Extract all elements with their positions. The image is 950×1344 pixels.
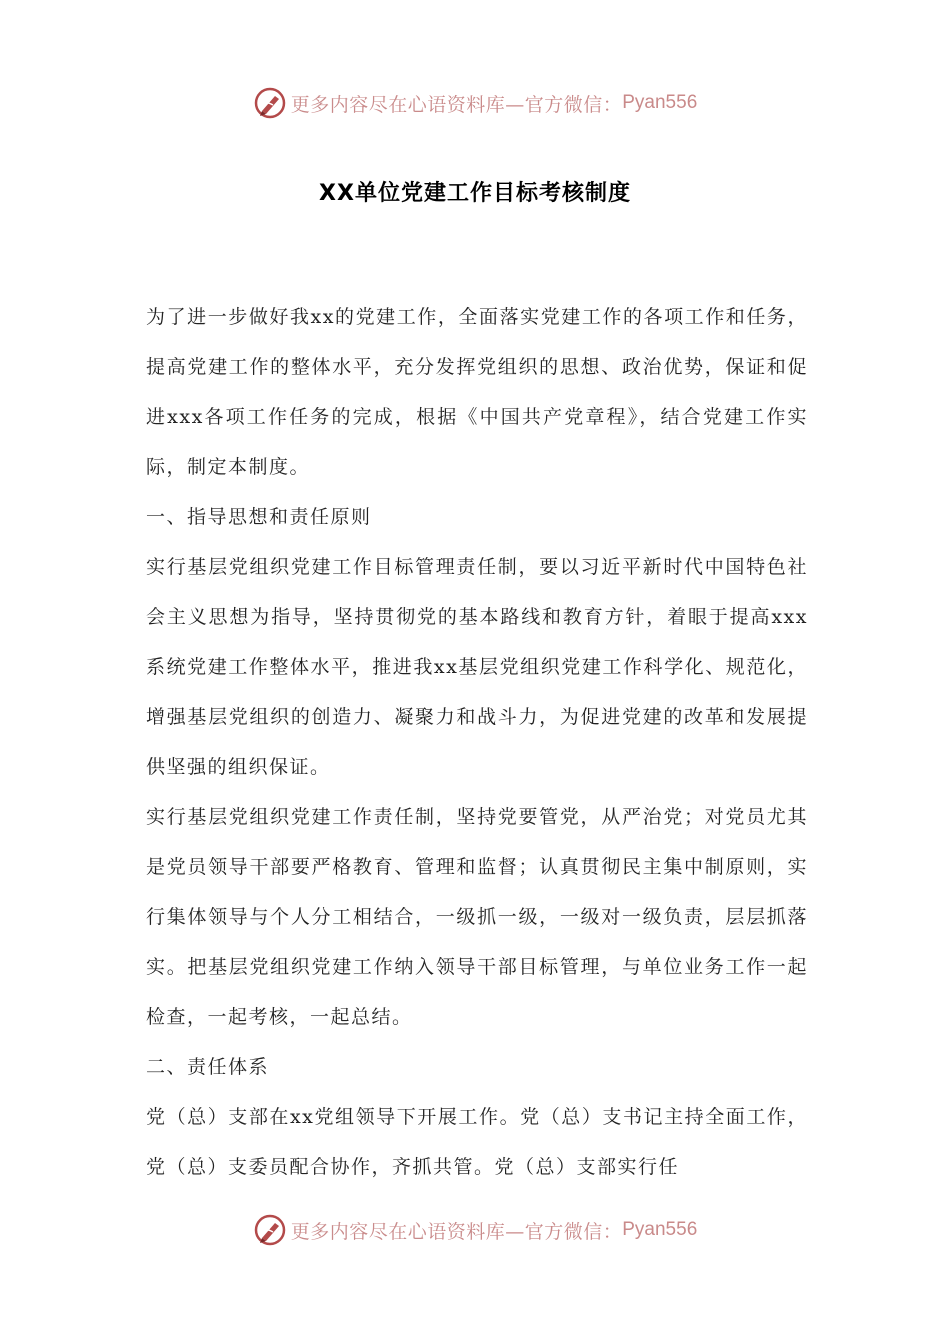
footer-watermark	[0, 1210, 950, 1250]
paragraph-branch-leadership: 党（总）支部在xx党组领导下开展工作。党（总）支书记主持全面工作，党（总）支委员配合协作，齐抓共管。党（总）支部实行任	[146, 1106, 808, 1178]
paragraph-guiding-principle: 实行基层党组织党建工作目标管理责任制，要以习近平新时代中国特色社会主义思想为指导，坚持贯彻党的基本路线和教育方针，着眼于提高xxx系统党建工作整体水平，推进我xx基层党组织党建工作科学化、规范化，增强基层党组织的创造力、凝聚力和战斗力，为促进党建的改革和发展提供坚强的组织保证。	[146, 556, 808, 778]
pen-logo-icon	[253, 1213, 287, 1247]
document-title: XX单位党建工作目标考核制度	[319, 181, 631, 206]
paragraph-intro: 为了进一步做好我xx的党建工作，全面落实党建工作的各项工作和任务，提高党建工作的整体水平，充分发挥党组织的思想、政治优势，保证和促进xxx各项工作任务的完成，根据《中国共产党章程》，结合党建工作实际，制定本制度。	[146, 306, 808, 478]
document-body	[146, 292, 808, 1192]
header-watermark	[0, 83, 950, 123]
watermark-text: 更多内容尽在心语资料库—官方微信：	[290, 93, 623, 116]
watermark-wechat-id: Pyan556	[622, 92, 698, 113]
paragraph-responsibility-system: 实行基层党组织党建工作责任制，坚持党要管党，从严治党；对党员尤其是党员领导干部要严格教育、管理和监督；认真贯彻民主集中制原则，实行集体领导与个人分工相结合，一级抓一级，一级对一级负责，层层抓落实。把基层党组织党建工作纳入领导干部目标管理，与单位业务工作一起检查，一起考核，一起总结。	[146, 806, 808, 1028]
section-heading-1: 一、指导思想和责任原则	[146, 506, 372, 528]
watermark-wechat-id: Pyan556	[622, 1219, 698, 1240]
pen-logo-icon	[253, 86, 287, 120]
section-heading-2: 二、责任体系	[146, 1056, 270, 1078]
watermark-text: 更多内容尽在心语资料库—官方微信：	[290, 1220, 623, 1243]
